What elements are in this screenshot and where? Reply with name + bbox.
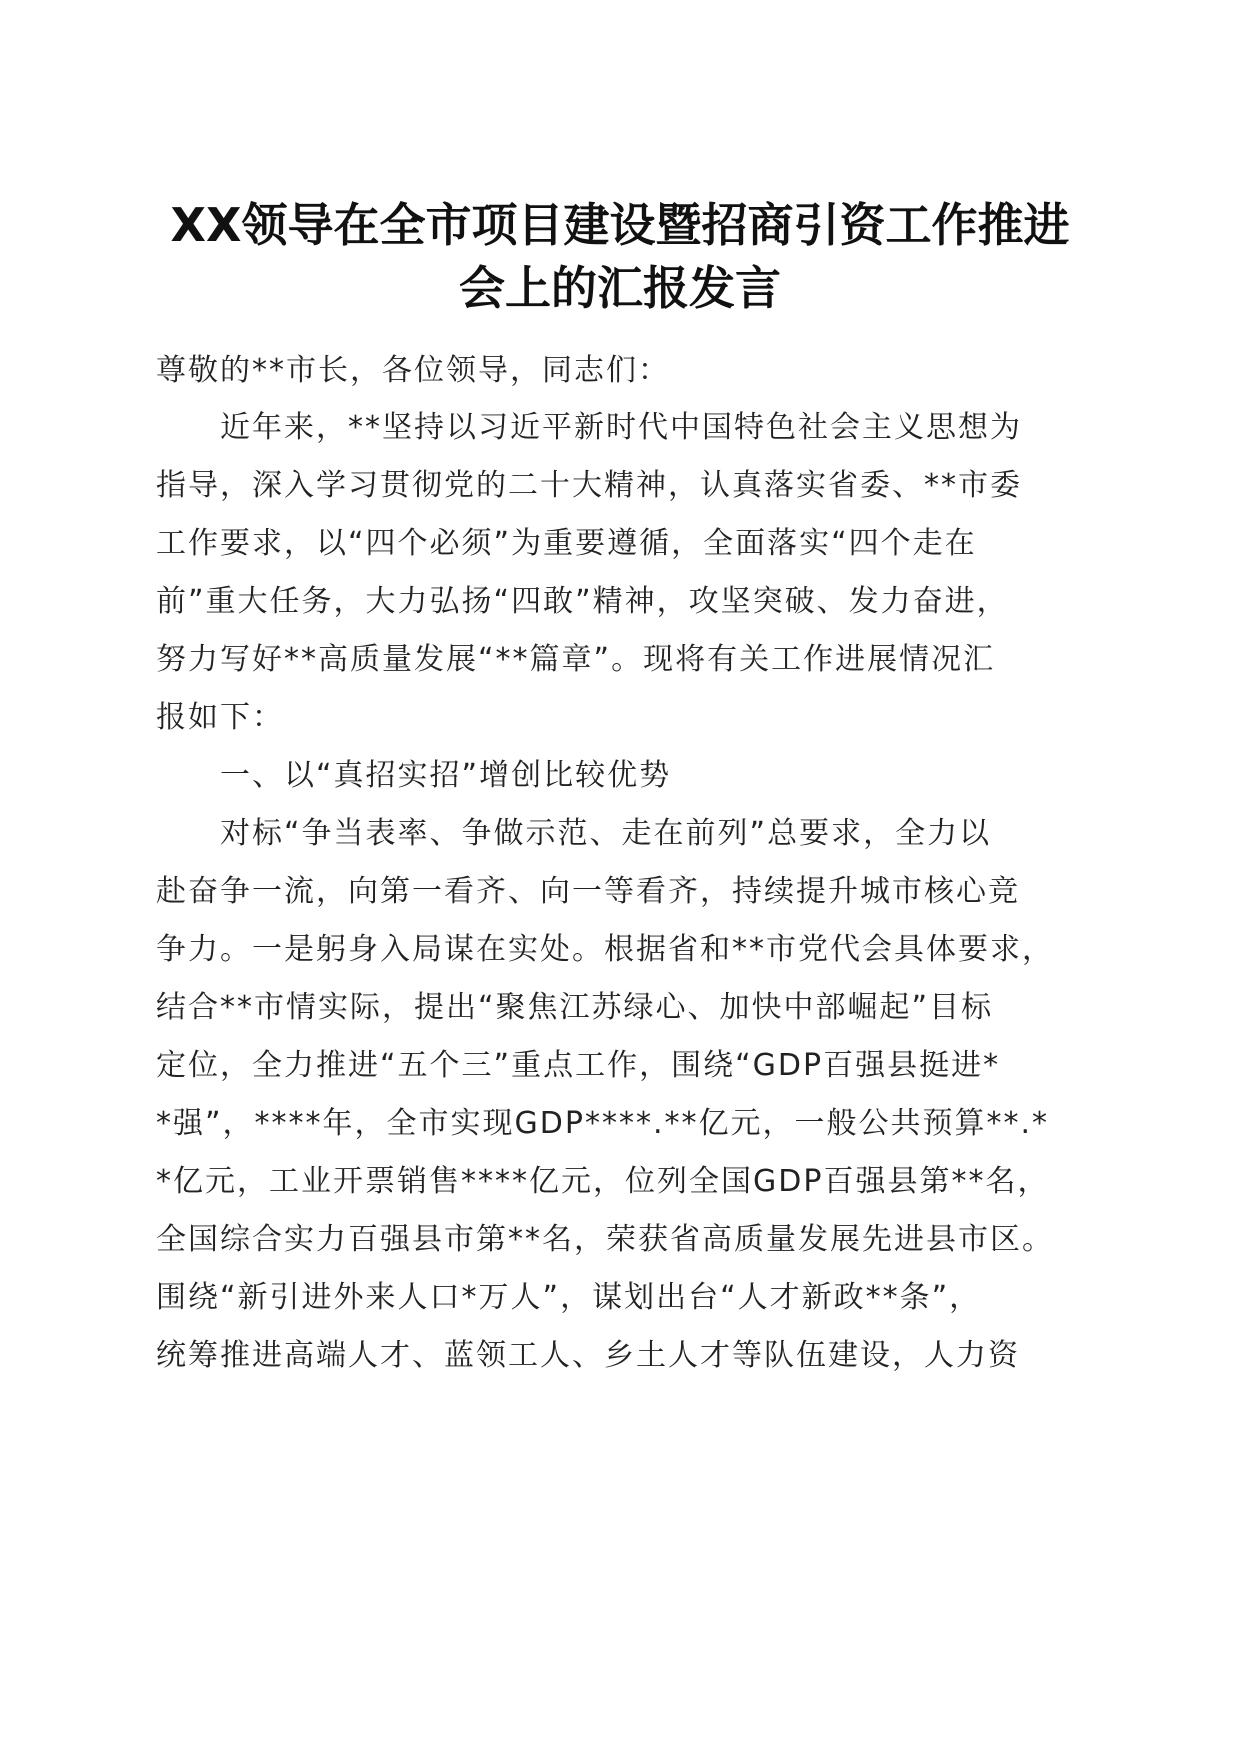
- body-line: 指导，深入学习贯彻党的二十大精神，认真落实省委、**市委: [156, 468, 1022, 503]
- document-title-line-2: 会上的汇报发言: [459, 261, 781, 315]
- body-line: 赴奋争一流，向第一看齐、向一等看齐，持续提升城市核心竞: [156, 874, 1020, 909]
- section-heading: 一、以“真招实招”增创比较优势: [220, 758, 672, 793]
- body-line: *强”，****年，全市实现GDP****.**亿元，一般公共预算**.*: [156, 1106, 1050, 1141]
- body-line: 工作要求，以“四个必须”为重要遵循，全面落实“四个走在: [156, 526, 977, 561]
- body-line: *亿元，工业开票销售****亿元，位列全国GDP百强县第**名，: [156, 1164, 1050, 1199]
- body-line: 努力写好**高质量发展“**篇章”。现将有关工作进展情况汇: [156, 642, 996, 677]
- body-line: 全国综合实力百强县市第**名，荣获省高质量发展先进县市区。: [156, 1222, 1054, 1257]
- body-line: 结合**市情实际，提出“聚焦江苏绿心、加快中部崛起”目标: [156, 990, 994, 1025]
- body-line: 统筹推进高端人才、蓝领工人、乡土人才等队伍建设，人力资: [156, 1338, 1020, 1373]
- body-line: 对标“争当表率、争做示范、走在前列”总要求，全力以: [220, 816, 992, 851]
- salutation: 尊敬的**市长，各位领导，同志们：: [156, 353, 670, 388]
- body-line: 围绕“新引进外来人口*万人”，谋划出台“人才新政**条”，: [156, 1280, 982, 1315]
- body-line: 近年来，**坚持以习近平新时代中国特色社会主义思想为: [220, 410, 1022, 445]
- body-line: 报如下：: [156, 700, 284, 735]
- body-line: 争力。一是躬身入局谋在实处。根据省和**市党代会具体要求，: [156, 932, 1054, 967]
- body-line: 定位，全力推进“五个三”重点工作，围绕“GDP百强县挺进*: [156, 1048, 1001, 1083]
- document-title-line-1: XX领导在全市项目建设暨招商引资工作推进: [170, 198, 1070, 252]
- body-line: 前”重大任务，大力弘扬“四敢”精神，攻坚突破、发力奋进，: [156, 584, 1009, 619]
